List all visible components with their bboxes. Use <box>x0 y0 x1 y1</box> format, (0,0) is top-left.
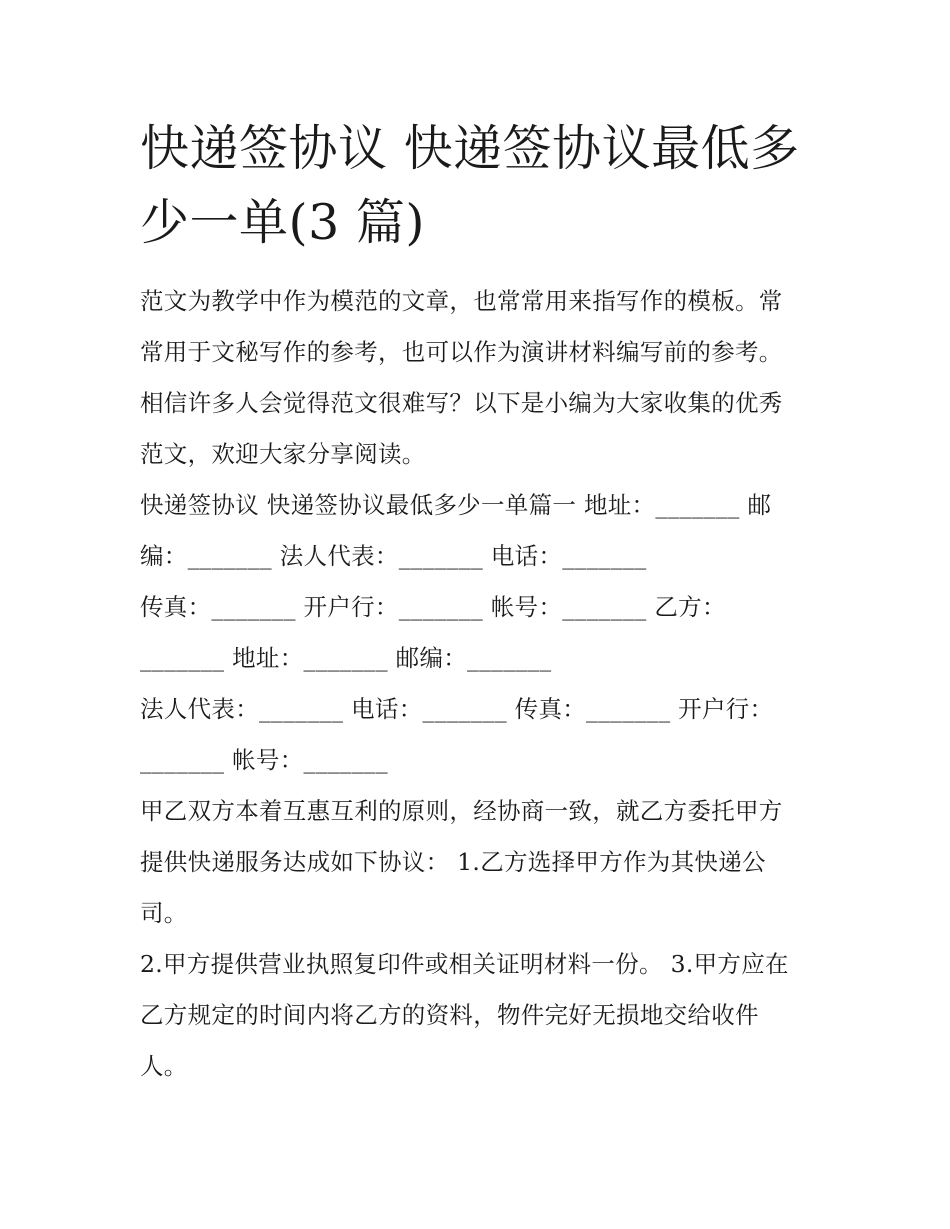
party-b-info-paragraph: 法人代表：_______ 电话：_______ 传真：_______ 开户行： _______ 帐号：_______ <box>140 695 774 774</box>
agreement-clause-1-paragraph: 甲乙双方本着互惠互利的原则，经协商一致，就乙方委托甲方 提供快递服务达成如下协议： 1.乙方选择甲方作为其快递公 司。 <box>140 797 783 927</box>
party-a-info-paragraph: 快递签协议 快递签协议最低多少一单篇一 地址：_______ 邮 编：_______ 法人代表：_______ 电话：_______ <box>140 491 772 570</box>
intro-paragraph: 范文为教学中作为模范的文章，也常常用来指写作的模板。常 常用于文秘写作的参考，也可以作为演讲材料编写前的参考。 相信许多人会觉得范文很难写？以下是小编为大家收集的优秀 范文，欢迎大家分享阅读。 <box>140 287 783 468</box>
party-a-contact-paragraph: 传真：_______ 开户行：_______ 帐号：_______ 乙方： _______ 地址：_______ 邮编：_______ <box>140 593 726 672</box>
agreement-clause-2-3-paragraph: 2.甲方提供营业执照复印件或相关证明材料一份。 3.甲方应在 乙方规定的时间内将乙方的资料，物件完好无损地交给收件 人。 <box>140 950 789 1080</box>
document-body <box>140 276 830 1092</box>
document-title: 快递签协议 快递签协议最低多 少一单(3 篇) <box>140 120 800 251</box>
